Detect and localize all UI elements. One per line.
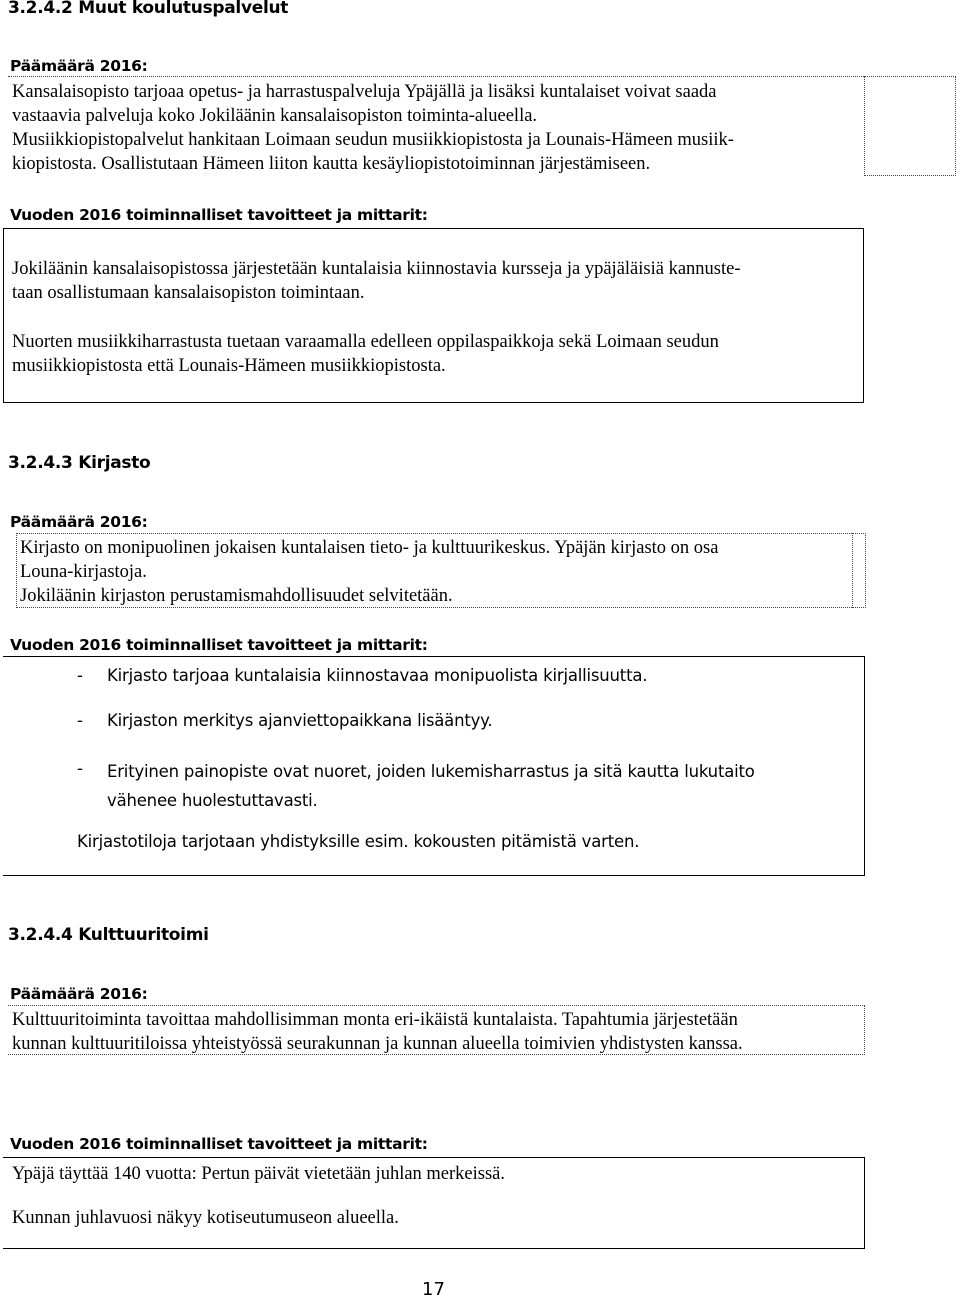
goal-box-right-border	[865, 533, 866, 608]
closing-text: Kirjastotiloja tarjotaan yhdistyksille esim. kokousten pitämistä varten.	[77, 832, 640, 851]
bullet-dash: -	[77, 666, 83, 685]
goal-box-inner-divider	[852, 533, 853, 608]
bullet-dash: -	[77, 759, 83, 778]
goal-line: Jokiläänin kirjaston perustamismahdollisuudet selvitetään.	[20, 586, 453, 606]
targets-item: Kunnan juhlavuosi näkyy kotiseutumuseon alueella.	[12, 1208, 399, 1228]
goal-label: Päämäärä 2016:	[10, 513, 148, 531]
goal-text	[20, 536, 850, 608]
targets-line: Nuorten musiikkiharrastusta tuetaan varaamalla edelleen oppilaspaikkoja sekä Loimaan seudun	[12, 332, 719, 352]
goal-box-bottom-border	[864, 175, 956, 176]
goal-line: Louna-kirjastoja.	[20, 562, 147, 582]
goal-label: Päämäärä 2016:	[10, 985, 148, 1003]
goal-box-right-border	[864, 1005, 865, 1055]
targets-paragraph-1	[12, 257, 852, 305]
goal-text	[12, 80, 862, 176]
goal-box-left-border	[16, 533, 17, 608]
targets-paragraph-2	[12, 330, 852, 378]
targets-label: Vuoden 2016 toiminnalliset tavoitteet ja mittarit:	[10, 636, 428, 654]
goal-line: Kansalaisopisto tarjoaa opetus- ja harrastuspalveluja Ypäjällä ja lisäksi kuntalaiset voivat saada	[12, 82, 717, 102]
targets-line: Jokiläänin kansalaisopistossa järjestetään kuntalaisia kiinnostavia kursseja ja ypäjäläisiä kannuste-	[12, 259, 741, 279]
section-heading-kulttuuritoimi: 3.2.4.4 Kulttuuritoimi	[8, 925, 209, 945]
goal-line: vastaavia palveluja koko Jokiläänin kansalaisopiston toiminta-alueella.	[12, 106, 538, 126]
targets-line: musiikkiopistosta että Lounais-Hämeen musiikkiopistosta.	[12, 356, 446, 376]
section-heading-kirjasto: 3.2.4.3 Kirjasto	[8, 453, 151, 473]
targets-item: Ypäjä täyttää 140 vuotta: Pertun päivät vietetään juhlan merkeissä.	[12, 1164, 506, 1184]
goal-box-top-border	[8, 76, 956, 77]
bullet-dash: -	[77, 711, 83, 730]
bullet-text	[107, 757, 867, 815]
goal-box-inner-divider	[864, 76, 865, 176]
goal-line: Kulttuuritoiminta tavoittaa mahdollisimman monta eri-ikäistä kuntalaista. Tapahtumia järjestetään	[12, 1010, 738, 1030]
targets-box-bottom-border	[3, 1248, 865, 1249]
goal-line: Musiikkiopistopalvelut hankitaan Loimaan seudun musiikkiopistosta ja Lounais-Hämeen musiik-	[12, 130, 734, 150]
bullet-line: vähenee huolestuttavasti.	[107, 791, 318, 810]
targets-label: Vuoden 2016 toiminnalliset tavoitteet ja mittarit:	[10, 1135, 428, 1153]
targets-box-top-border	[3, 656, 865, 657]
targets-box-top-border	[3, 1157, 865, 1158]
targets-line: taan osallistumaan kansalaisopiston toimintaan.	[12, 283, 365, 303]
bullet-text: Kirjaston merkitys ajanviettopaikkana lisääntyy.	[107, 711, 493, 730]
bullet-line: Erityinen painopiste ovat nuoret, joiden lukemisharrastus ja sitä kautta lukutaito	[107, 762, 755, 781]
bullet-text: Kirjasto tarjoaa kuntalaisia kiinnostavaa monipuolista kirjallisuutta.	[107, 666, 648, 685]
goal-line: kiopistosta. Osallistutaan Hämeen liiton kautta kesäyliopistotoiminnan järjestämiseen.	[12, 154, 651, 174]
goal-label: Päämäärä 2016:	[10, 57, 148, 75]
targets-box-right-border	[864, 1157, 865, 1249]
goal-box-top-border	[16, 533, 866, 534]
goal-text	[12, 1008, 862, 1056]
goal-box-right-border	[955, 76, 956, 176]
goal-box-top-border	[8, 1005, 865, 1006]
targets-box-bottom-border	[3, 875, 865, 876]
targets-label: Vuoden 2016 toiminnalliset tavoitteet ja mittarit:	[10, 206, 428, 224]
goal-line: Kirjasto on monipuolinen jokaisen kuntalaisen tieto- ja kulttuurikeskus. Ypäjän kirjasto on osa	[20, 538, 719, 558]
goal-line: kunnan kulttuuritiloissa yhteistyössä seurakunnan ja kunnan alueella toimivien yhdistysten kanssa.	[12, 1034, 743, 1054]
page-number: 17	[422, 1279, 445, 1300]
section-heading-muut-koulutuspalvelut: 3.2.4.2 Muut koulutuspalvelut	[8, 0, 289, 18]
